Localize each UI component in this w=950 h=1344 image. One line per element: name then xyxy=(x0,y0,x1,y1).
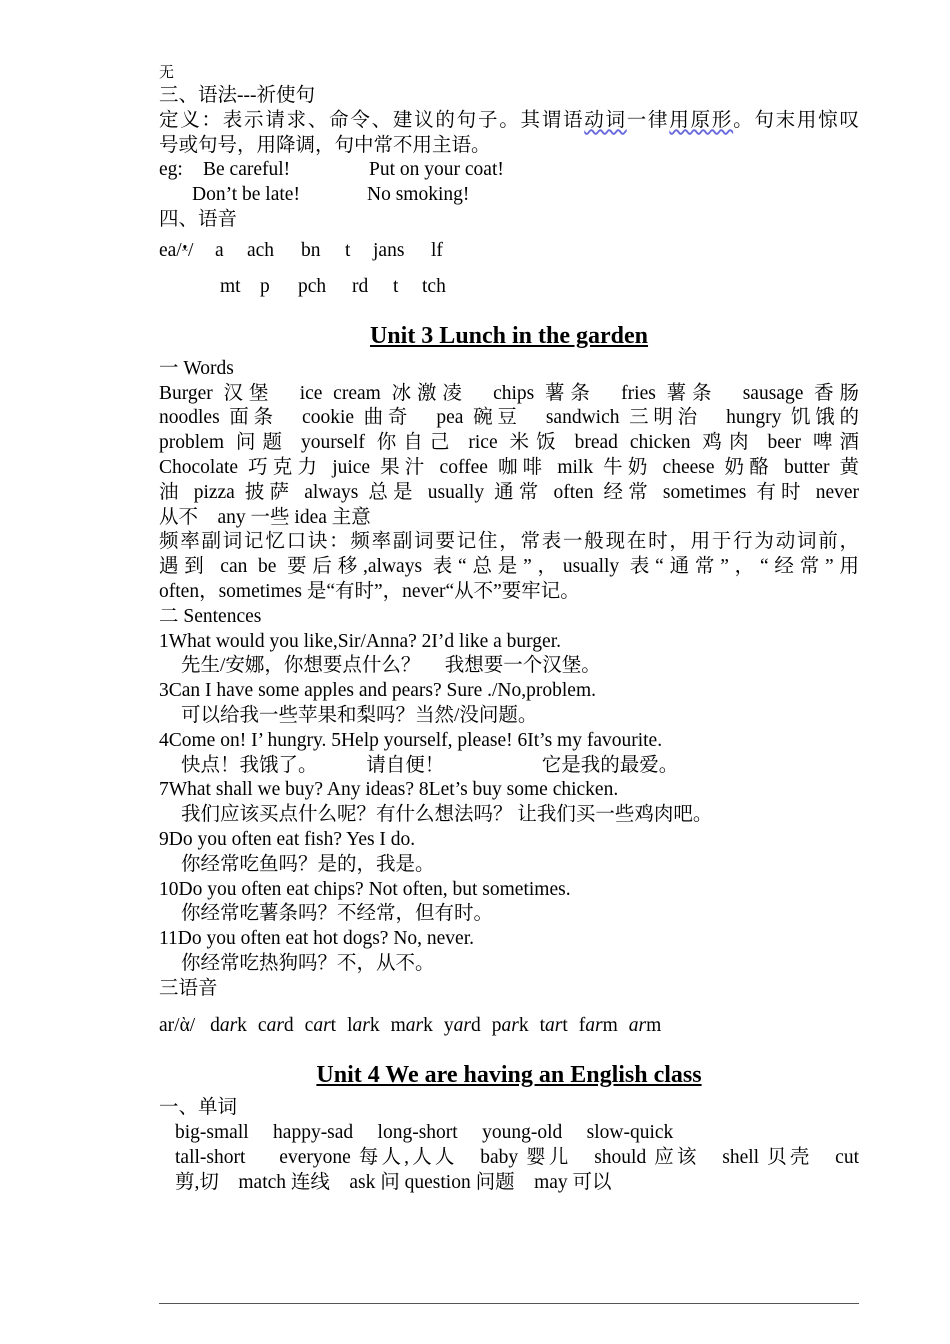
phonics-fragment: bn xyxy=(301,239,321,261)
phonics-fragment: pch xyxy=(298,275,327,297)
phonics-word: mark xyxy=(390,1014,433,1036)
mnemonic-line: often，sometimes 是“有时”，never“从不”要牢记。 xyxy=(159,580,580,602)
phonics-row-1 xyxy=(159,233,859,269)
sentence-en: 7What shall we buy? Any ideas? 8Let’s buy some chicken. xyxy=(159,779,619,801)
phonics-pattern: ar xyxy=(405,1014,424,1036)
phonics-fragment: t xyxy=(393,275,399,297)
unit3-words-line: noodles 面条 cookie 曲奇 pea 碗豆 sandwich 三明治 hungry 饥饿的 xyxy=(159,407,859,429)
sentence-en: 10Do you often eat chips? Not often, but sometimes. xyxy=(159,878,571,900)
phonics-pattern: ar xyxy=(544,1014,563,1036)
unit3-phonics-row xyxy=(159,1014,859,1039)
phonics-fragment: lf xyxy=(431,239,443,261)
phonics-label: ea/ᵜ/ xyxy=(159,239,194,261)
sentence-zh: 先生/安娜，你想要点什么？ 我想要一个汉堡。 xyxy=(181,655,601,677)
unit4-words-line: big-small happy-sad long-short young-old slow-quick xyxy=(175,1122,674,1144)
phonics-pattern: ar xyxy=(628,1014,647,1036)
phonics-word: park xyxy=(491,1014,529,1036)
grammar-definition-line1: 定义：表示请求、命令、建议的句子。其谓语动词一律用原形。句末用惊叹 xyxy=(159,109,859,131)
grammar-heading: 三、语法---祈使句 xyxy=(159,85,315,106)
unit3-words-line: Burger 汉堡 ice cream 冰激凌 chips 薯条 fries 薯条 sausage 香肠 xyxy=(159,382,859,404)
sentence-en: 3Can I have some apples and pears? Sure ./No,problem. xyxy=(159,680,596,702)
example-row-1 xyxy=(159,158,859,183)
example-sentence: No smoking! xyxy=(367,184,470,206)
phonics-word: yard xyxy=(443,1014,481,1036)
phonics-word: farm xyxy=(578,1014,618,1036)
phonics-pattern: ar xyxy=(453,1014,471,1036)
phonics-heading: 四、语音 xyxy=(159,208,238,230)
phonics-word: cart xyxy=(304,1014,337,1036)
phonics-fragment: jans xyxy=(373,239,405,261)
unit4-words-heading: 一、单词 xyxy=(159,1097,238,1119)
sentence-zh: 你经常吃薯条吗？不经常，但有时。 xyxy=(181,903,494,925)
example-sentence: Be careful! xyxy=(203,159,291,181)
phonics-word: arm xyxy=(628,1014,662,1036)
top-character: 无 xyxy=(159,65,175,81)
phonics-pattern: ar xyxy=(266,1014,284,1036)
sentence-zh: 快点！我饿了。 请自便！ 它是我的最爱。 xyxy=(181,754,679,776)
phonics-word: tart xyxy=(539,1014,568,1036)
unit3-phonics-heading: 三语音 xyxy=(159,977,218,999)
unit4-title: Unit 4 We are having an English class xyxy=(316,1062,702,1089)
phonics-pattern: ar xyxy=(219,1014,238,1036)
unit3-words-line: 从不 any 一些 idea 主意 xyxy=(159,506,371,528)
example-sentence: Put on your coat! xyxy=(369,159,504,181)
sentence-en: 1What would you like,Sir/Anna? 2I’d like a burger. xyxy=(159,630,562,652)
unit3-words-line: 油 pizza 披萨 always 总是 usually 通常 often 经常 sometimes 有时 never xyxy=(159,481,859,503)
eg-label: eg: xyxy=(159,159,183,181)
sentence-zh: 你经常吃热狗吗？不，从不。 xyxy=(181,952,435,974)
wavy-underlined-word: 动词 xyxy=(584,109,627,131)
wavy-underlined-word: 用原形 xyxy=(669,109,734,131)
phonics-fragment: rd xyxy=(352,275,369,297)
phonics-word: card xyxy=(257,1014,294,1036)
footer-divider xyxy=(159,1303,859,1304)
phonics-pattern: ar xyxy=(501,1014,519,1036)
phonics-word: lark xyxy=(347,1014,380,1036)
unit4-words-line: 剪,切 match 连线 ask 问 question 问题 may 可以 xyxy=(175,1171,612,1193)
unit3-words-line: Chocolate 巧克力 juice 果汁 coffee 咖啡 milk 牛奶 cheese 奶酪 butter 黄 xyxy=(159,456,859,478)
unit3-title: Unit 3 Lunch in the garden xyxy=(369,322,649,349)
phonics-fragment: ach xyxy=(247,239,275,261)
unit4-words-line: tall-short everyone 每人,人人 baby 婴儿 should 应该 shell 贝壳 cut xyxy=(175,1146,859,1168)
phonics-pattern: ar xyxy=(352,1014,370,1036)
phonics-fragment: a xyxy=(215,239,224,261)
phonics-fragment: tch xyxy=(422,275,446,297)
phonics-word-list xyxy=(200,1015,661,1036)
document-page xyxy=(159,62,859,1195)
sentence-en: 9Do you often eat fish? Yes I do. xyxy=(159,828,416,850)
phonics-fragment: p xyxy=(260,275,270,297)
phonics-pattern: ar xyxy=(585,1014,603,1036)
example-sentence: Don’t be late! xyxy=(192,184,300,206)
mnemonic-line: 遇到 can be 要后移,always 表“总是”，usually 表“通常”，“经常”用 xyxy=(159,556,859,578)
phonics-row-2 xyxy=(159,269,859,305)
phonics-word: dark xyxy=(210,1014,247,1036)
unit3-words-line: problem 问题 yourself 你自己 rice 米饭 bread chicken 鸡肉 beer 啤酒 xyxy=(159,432,859,454)
phonics-fragment: mt xyxy=(220,275,241,297)
example-row-2 xyxy=(159,183,859,208)
grammar-definition-line2: 号或句号，用降调，句中常不用主语。 xyxy=(159,134,491,156)
phonics-pattern: ar xyxy=(313,1014,331,1036)
mnemonic-line: 频率副词记忆口诀：频率副词要记住，常表一般现在时，用于行为动词前， xyxy=(159,531,859,553)
sentence-zh: 我们应该买点什么呢？有什么想法吗？ 让我们买一些鸡肉吧。 xyxy=(181,804,713,826)
sentence-en: 11Do you often eat hot dogs? No, never. xyxy=(159,928,474,950)
unit3-words-heading: 一 Words xyxy=(159,357,234,379)
phonics-label: ar/ὰ/ xyxy=(159,1014,196,1036)
sentence-en: 4Come on! I’ hungry. 5Help yourself, please! 6It’s my favourite. xyxy=(159,729,663,751)
sentence-zh: 你经常吃鱼吗？是的，我是。 xyxy=(181,853,435,875)
unit3-sentences-heading: 二 Sentences xyxy=(159,605,262,627)
sentence-zh: 可以给我一些苹果和梨吗？当然/没问题。 xyxy=(181,704,538,726)
phonics-fragment: t xyxy=(345,239,351,261)
